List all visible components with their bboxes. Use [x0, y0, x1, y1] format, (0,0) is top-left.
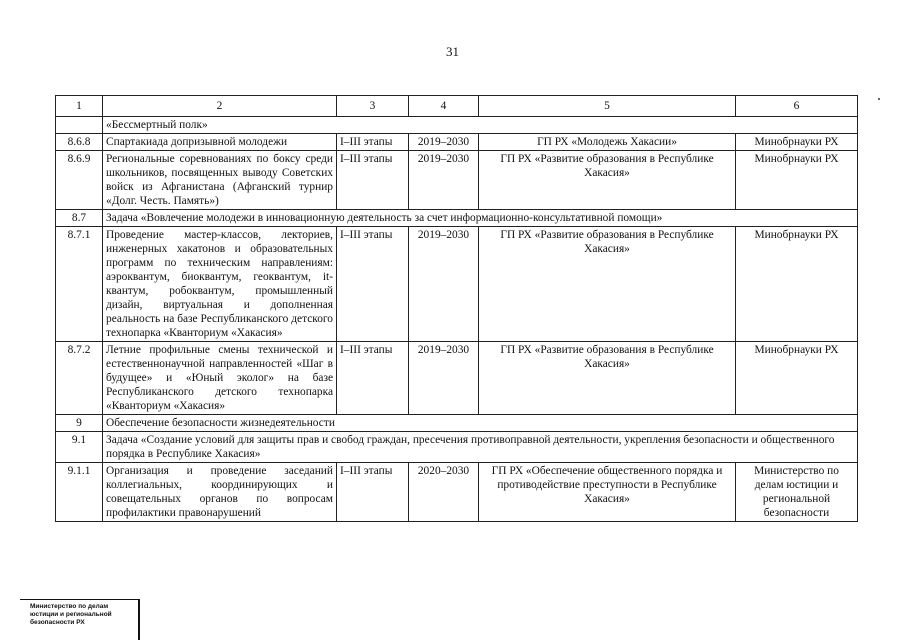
event-program: ГП РХ «Обеспечение общественного порядка и противодействие преступности в Республике Хакасия» [479, 463, 736, 522]
row-number: 8.7.1 [56, 227, 103, 342]
event-program: ГП РХ «Развитие образования в Республике Хакасия» [479, 342, 736, 415]
table-row [56, 117, 858, 134]
event-stages: I–III этапы [337, 227, 409, 342]
event-period: 2019–2030 [409, 227, 479, 342]
event-period: 2019–2030 [409, 342, 479, 415]
event-name: Летние профильные смены технической и естественнонаучной направленностей «Шаг в будущее» и «Юный эколог» на базе Республиканского детского технопарка «Кванториум «Хакасия» [103, 342, 337, 415]
table-row [56, 342, 858, 415]
row-number: 8.6.8 [56, 134, 103, 151]
row-number: 9.1 [56, 432, 103, 463]
event-executor: Минобрнауки РХ [736, 227, 858, 342]
event-program: ГП РХ «Развитие образования в Республике Хакасия» [479, 227, 736, 342]
approval-stamp [20, 599, 140, 640]
event-stages: I–III этапы [337, 134, 409, 151]
event-name: Проведение мастер-классов, лекториев, инженерных хакатонов и образовательных программ по техническим направлениям: аэроквантум, биоквантум, геоквантум, it-квантум, робоквантум, промышленный дизайн, виртуальная и дополненная реальность на базе Республиканского детского технопарка «Кванториум «Хакасия» [103, 227, 337, 342]
event-stages: I–III этапы [337, 463, 409, 522]
event-stages: I–III этапы [337, 342, 409, 415]
section-text: «Бессмертный полк» [103, 117, 858, 134]
table-row [56, 151, 858, 210]
event-executor: Минобрнауки РХ [736, 134, 858, 151]
column-header: 2 [103, 96, 337, 117]
column-header: 5 [479, 96, 736, 117]
section-text: Задача «Создание условий для защиты прав и свобод граждан, пресечения противоправной деятельности, укрепления безопасности и общественного порядка в Республике Хакасия» [103, 432, 858, 463]
table-row [56, 227, 858, 342]
stamp-line: безопасности РХ [30, 619, 85, 626]
section-text: Обеспечение безопасности жизнедеятельности [103, 415, 858, 432]
event-name: Организация и проведение заседаний коллегиальных, координирующих и совещательных органов по вопросам профилактики правонарушений [103, 463, 337, 522]
column-header: 1 [56, 96, 103, 117]
table-row [56, 463, 858, 522]
scan-speck [878, 98, 880, 100]
column-header: 4 [409, 96, 479, 117]
event-name: Спартакиада допризывной молодежи [103, 134, 337, 151]
stamp-line: Министерство по делам [30, 603, 109, 610]
section-text: Задача «Вовлечение молодежи в инновационную деятельность за счет информационно-консультативной помощи» [103, 210, 858, 227]
stamp-line: юстиции и региональной [30, 611, 112, 618]
event-program: ГП РХ «Молодежь Хакасии» [479, 134, 736, 151]
table-row [56, 415, 858, 432]
table-header-row [56, 96, 858, 117]
row-number: 9 [56, 415, 103, 432]
row-number: 8.7 [56, 210, 103, 227]
event-program: ГП РХ «Развитие образования в Республике Хакасия» [479, 151, 736, 210]
event-executor: Министерство по делам юстиции и региональной безопасности [736, 463, 858, 522]
event-executor: Минобрнауки РХ [736, 151, 858, 210]
row-number [56, 117, 103, 134]
event-stages: I–III этапы [337, 151, 409, 210]
event-name: Региональные соревнованиях по боксу среди школьников, посвященных выводу Советских войск из Афганистана (Афганский турнир «Долг. Честь. Память») [103, 151, 337, 210]
page-number: 31 [446, 44, 459, 59]
plan-table [55, 95, 858, 522]
row-number: 8.7.2 [56, 342, 103, 415]
table-row [56, 210, 858, 227]
column-header: 3 [337, 96, 409, 117]
row-number: 8.6.9 [56, 151, 103, 210]
table-row [56, 432, 858, 463]
event-executor: Минобрнауки РХ [736, 342, 858, 415]
row-number: 9.1.1 [56, 463, 103, 522]
event-period: 2019–2030 [409, 134, 479, 151]
column-header: 6 [736, 96, 858, 117]
table-row [56, 134, 858, 151]
event-period: 2019–2030 [409, 151, 479, 210]
event-period: 2020–2030 [409, 463, 479, 522]
